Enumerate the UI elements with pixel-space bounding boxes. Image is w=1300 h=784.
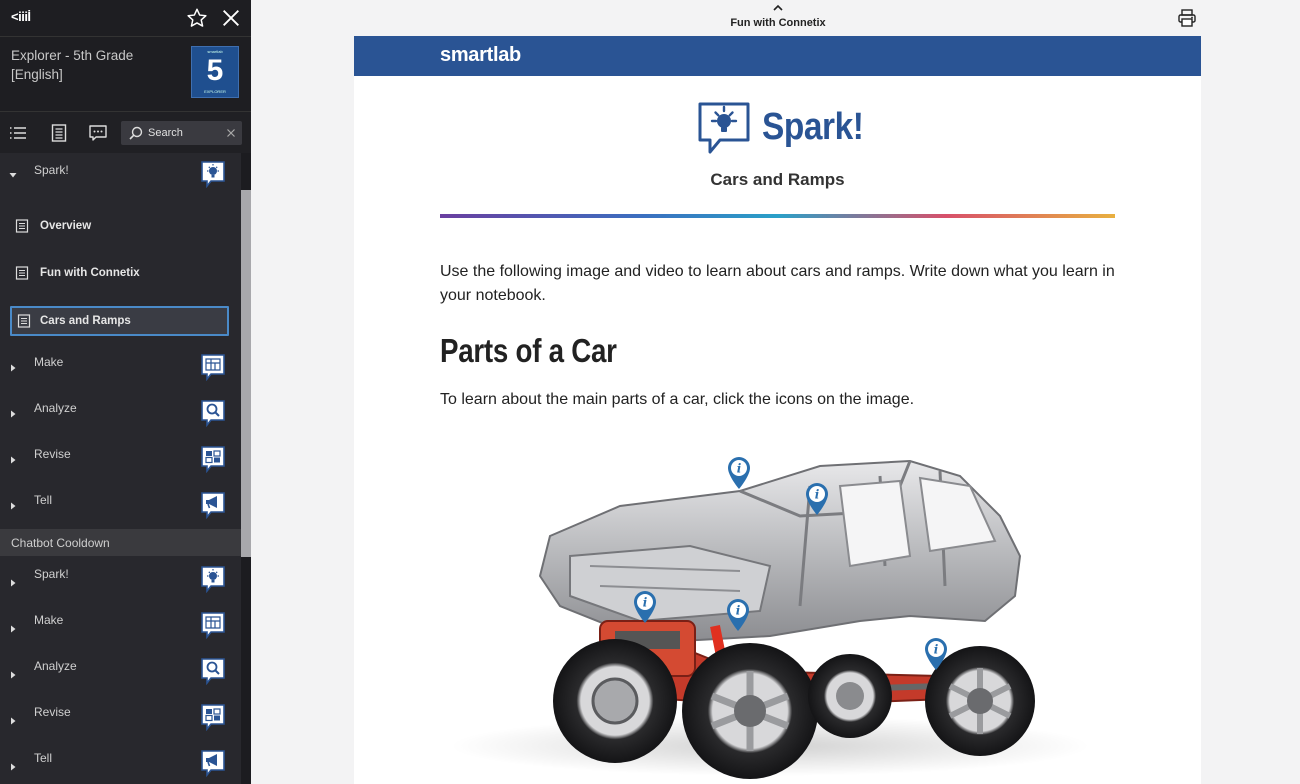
toc-unit-label: Analyze (34, 659, 77, 673)
sidebar-scrollbar-thumb[interactable] (241, 190, 251, 557)
toc-unit-label: Spark! (34, 567, 69, 581)
comments-icon[interactable] (88, 123, 108, 143)
search-input[interactable] (148, 124, 223, 142)
caret-right-icon (9, 410, 17, 418)
info-icon: i (642, 595, 648, 610)
brand-logo: smartlab (440, 44, 521, 66)
info-hotspot-suspension[interactable] (725, 598, 751, 632)
close-icon[interactable] (220, 7, 242, 29)
toc-unit-spark-2[interactable] (0, 560, 241, 600)
spark-lightbulb-icon (696, 100, 752, 158)
blueprint-bubble-icon (200, 353, 228, 381)
revise-bubble-icon (200, 703, 228, 731)
info-icon: i (735, 603, 741, 618)
info-hotspot-body[interactable] (726, 456, 752, 490)
toc-unit-analyze-2[interactable] (0, 652, 241, 692)
book-cover[interactable] (191, 46, 239, 98)
caret-right-icon (9, 625, 17, 633)
toc-unit-tell[interactable] (0, 483, 241, 523)
book-cover-brand: smartlab (207, 49, 223, 54)
megaphone-bubble-icon (200, 749, 228, 777)
revise-bubble-icon (200, 445, 228, 473)
caret-right-icon (9, 364, 17, 372)
document-icon (15, 219, 29, 233)
toc-unit-spark[interactable] (0, 153, 241, 193)
car-parts-image (440, 446, 1115, 784)
info-icon: i (814, 487, 820, 502)
book-title: Explorer - 5th Grade [English] (11, 48, 134, 82)
list-icon[interactable] (8, 123, 28, 143)
content-page (354, 36, 1201, 784)
toc-unit-label: Revise (34, 705, 71, 719)
toc-unit-tell-2[interactable] (0, 744, 241, 784)
toc-page-cars-and-ramps[interactable] (10, 306, 229, 336)
toc-unit-label: Spark! (34, 163, 69, 177)
sidebar-topbar (0, 0, 251, 36)
print-icon[interactable] (1177, 8, 1197, 28)
toc-page-label: Overview (40, 220, 92, 232)
divider (440, 214, 1115, 218)
toc-unit-label: Analyze (34, 401, 77, 415)
section-heading: Parts of a Car (440, 332, 617, 369)
toc-section-header (0, 529, 241, 556)
toc-unit-label: Make (34, 355, 64, 369)
book-cover-series: EXPLORER (204, 89, 226, 94)
toc-page-label: Cars and Ramps (40, 315, 131, 327)
toc-unit-label: Tell (34, 493, 53, 507)
instructions-paragraph: To learn about the main parts of a car, click the icons on the image. (440, 391, 915, 408)
document-icon (15, 266, 29, 280)
lightbulb-bubble-icon (200, 160, 228, 188)
info-hotspot-axle[interactable] (923, 637, 949, 671)
caret-right-icon (9, 579, 17, 587)
info-hotspot-pillar[interactable] (804, 482, 830, 516)
caret-right-icon (9, 717, 17, 725)
caret-right-icon (9, 502, 17, 510)
toc-page-label: Fun with Connetix (40, 267, 140, 279)
toc-unit-make-2[interactable] (0, 606, 241, 646)
intro-paragraph: Use the following image and video to learn about cars and ramps. Write down what you learn in your notebook. (440, 263, 1115, 304)
toc-unit-label: Revise (34, 447, 71, 461)
toc-page-overview[interactable] (0, 210, 241, 242)
page-title: Fun with Connetix (730, 17, 826, 29)
sidebar-toolbar (0, 111, 251, 153)
page-icon[interactable] (49, 123, 69, 143)
toc-unit-revise[interactable] (0, 437, 241, 477)
book-cover-grade: 5 (206, 54, 224, 87)
search-box (121, 121, 242, 145)
magnifier-bubble-icon (200, 657, 228, 685)
info-icon: i (736, 461, 742, 476)
sidebar (0, 0, 251, 784)
book-header (0, 36, 251, 111)
info-icon: i (933, 642, 939, 657)
favorite-star-icon[interactable] (186, 7, 208, 29)
search-icon (128, 125, 144, 141)
caret-down-icon (9, 171, 17, 179)
caret-right-icon (9, 671, 17, 679)
info-hotspot-engine[interactable] (632, 590, 658, 624)
document-icon (17, 314, 31, 328)
toc-unit-make[interactable] (0, 345, 241, 385)
lightbulb-bubble-icon (200, 565, 228, 593)
clear-search-icon[interactable] (224, 126, 238, 140)
toc-unit-revise-2[interactable] (0, 698, 241, 738)
toc-unit-label: Tell (34, 751, 53, 765)
toc-section-title: Chatbot Cooldown (11, 536, 110, 550)
spark-heading: Spark! (762, 106, 864, 148)
toc-page-fun-with-connetix[interactable] (0, 257, 241, 289)
app-logo[interactable]: <iiiİ (11, 9, 31, 24)
chevron-up-icon[interactable] (771, 3, 785, 13)
magnifier-bubble-icon (200, 399, 228, 427)
megaphone-bubble-icon (200, 491, 228, 519)
blueprint-bubble-icon (200, 611, 228, 639)
brand-bar (354, 36, 1201, 76)
toc-unit-label: Make (34, 613, 64, 627)
caret-right-icon (9, 456, 17, 464)
lesson-subtitle: Cars and Ramps (710, 170, 845, 189)
caret-right-icon (9, 763, 17, 771)
toc-unit-analyze[interactable] (0, 391, 241, 431)
